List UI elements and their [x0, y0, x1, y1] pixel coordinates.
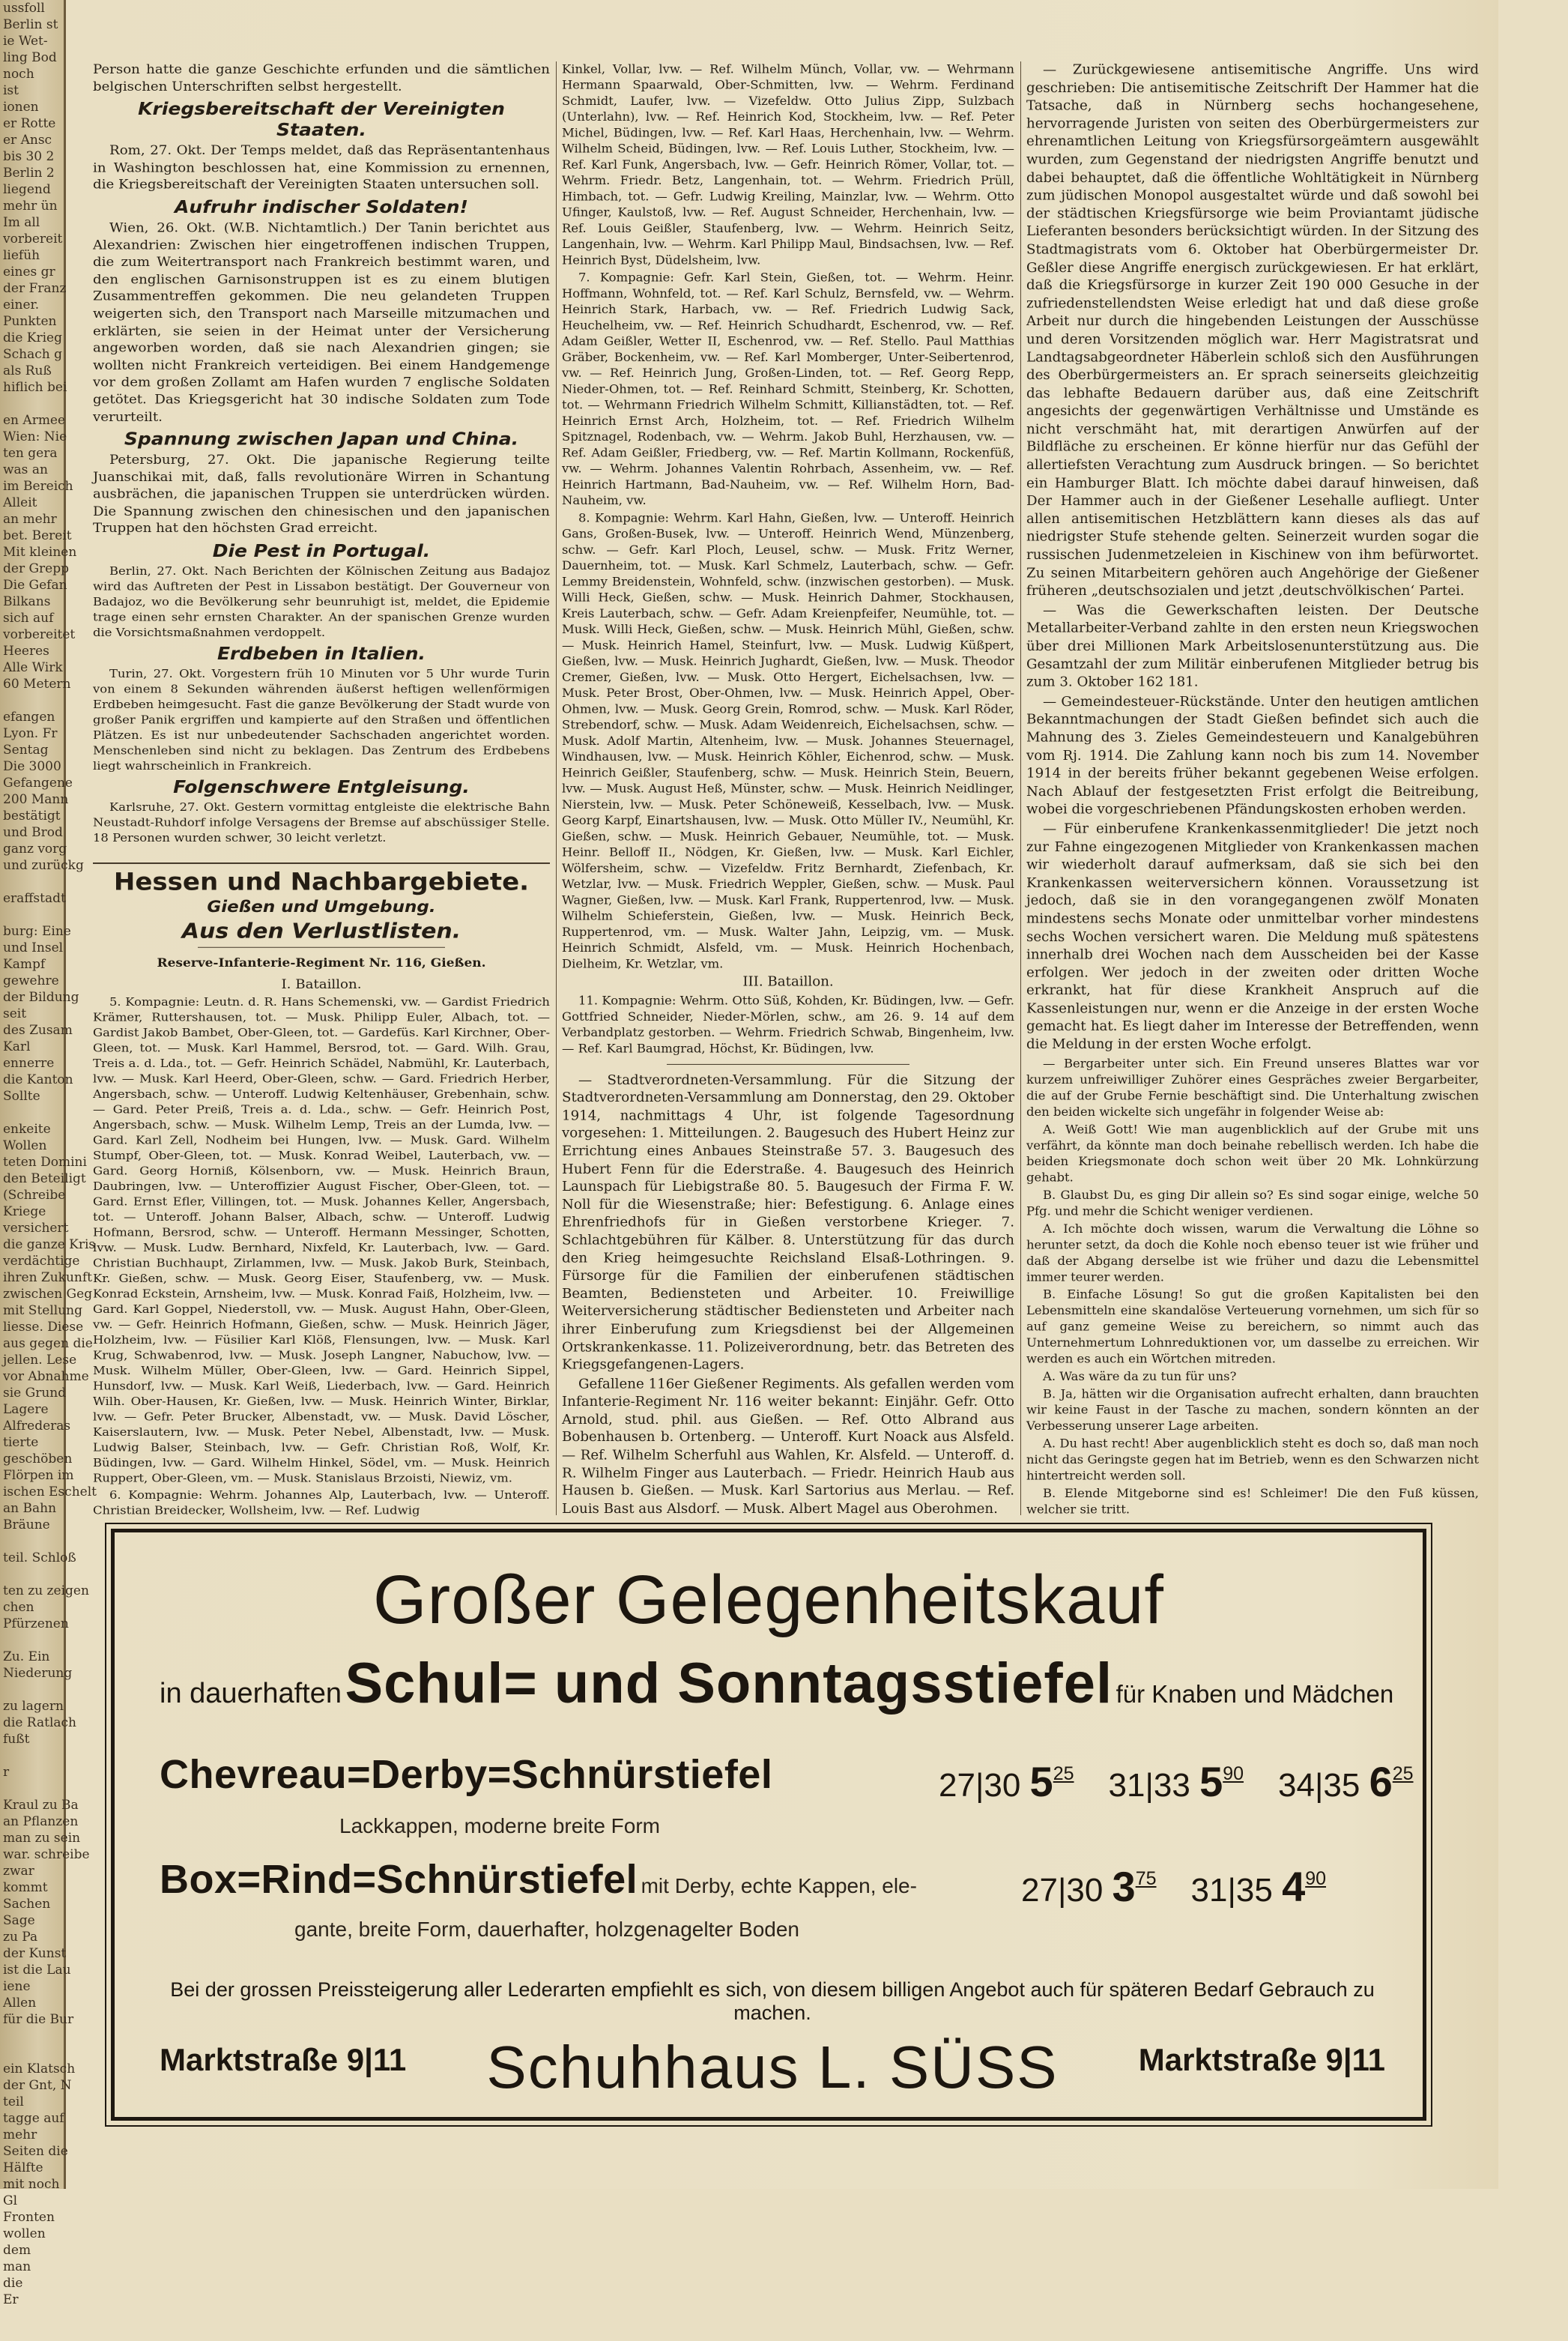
binding-fragment: Bilkans — [3, 594, 51, 609]
binding-fragment — [0, 1533, 60, 1550]
binding-fragment: Im all — [3, 215, 40, 230]
price-tag — [1278, 1758, 1414, 1805]
price-tag — [1108, 1758, 1244, 1805]
binding-fragment: Gl — [3, 2193, 18, 2208]
headline-kriegsbereitschaft: Kriegsbereitschaft der Vereinigten Staaten. — [138, 98, 505, 140]
binding-fragment: tagge auf — [3, 2111, 64, 2126]
casualty-list-continued: Kinkel, Vollar, lvw. — Ref. Wilhelm Münch, Vollar, vw. — Wehrmann Hermann Spaarwald, Ober-Schmitten, lvw. — Wehrm. Ferdinand Schmidt, Laufer, lvw. — Vizefeldw. Otto Julius Zipp, Sulzbach (Unterlahn), lvw. — Ref. Heinrich Kod, Stockheim, lvw. — Ref. Peter Michel, Büdingen, lvw. — Ref. Karl Haas, Herchenhain, lvw. — Wehrm. Wilhelm Scheid, Büdingen, lvw. — Ref. Louis Luther, Stockheim, lvw. — Ref. Karl Funk, Angersbach, lvw. — Gefr. Heinrich Römer, Vollar, tot. — Wehrm. Friedr. Betz, Langenhain, tot. — Wehrm. Friedrich Prüll, Himbach, tot. — Gefr. Ludwig Kreiling, Mainzlar, lvw. — Wehrm. Otto Ufinger, Kaulstoß, lvw. — Ref. August Schneider, Herchenhain, lvw. — Ref. Louis Geißler, Staufenberg, lvw. — Wehrm. Heinrich Seitz, Langenhain, lvw. — Wehrm. Karl Philipp Maul, Bindsachsen, lvw. — Ref. Heinrich Byst, Düdelsheim, lvw. — [562, 61, 1014, 268]
binding-fragment — [0, 2308, 60, 2325]
intro-text: Person hatte die ganze Geschichte erfunden und die sämtlichen belgischen Unterschriften selbst hergestellt. — [93, 61, 550, 94]
regiment-heading: Reserve-Infanterie-Regiment Nr. 116, Gießen. — [157, 956, 486, 970]
binding-fragment: des Zusam — [3, 1023, 73, 1038]
price-main: 3 — [1112, 1863, 1136, 1910]
binding-fragment: Gefangene — [3, 776, 73, 791]
binding-fragment — [0, 2044, 60, 2061]
binding-fragment: Schach g — [3, 347, 63, 362]
binding-fragment: im Bereich — [3, 479, 73, 494]
binding-fragment: aus gegen die — [3, 1336, 93, 1351]
address-left: Marktstraße 9|11 — [160, 2042, 407, 2077]
binding-fragment — [0, 1566, 60, 1583]
dialog-line: A. Du hast recht! Aber augenblicklich steht es doch so, daß man noch nicht das Geringste gegen hat im Betrieb, wenn es den Schwarzen nicht hintertreicht werden soll. — [1026, 1436, 1479, 1483]
binding-fragment: vorbereitet — [3, 627, 76, 642]
headline-verlustlisten: Aus den Verlustlisten. — [181, 919, 461, 943]
binding-fragment: fußt — [3, 1732, 30, 1747]
binding-fragment — [0, 1682, 60, 1698]
binding-fragment: Er — [3, 2292, 19, 2307]
casualty-list-5th-company: 5. Kompagnie: Leutn. d. R. Hans Schemenski, vw. — Gardist Friedrich Krämer, Ruttershausen, tot. — Musk. Philipp Euler, Albach, tot. — Gardist Jakob Bambet, Ober-Gleen, tot. — Gardefüs. Karl Kirchner, Ober-Gleen, tot. — Musk. Karl Hammel, Bersrod, tot. — Gard. Wilh. Grau, Treis a. d. Lda., tot. — Gefr. Heinrich Schädel, Nabmühl, Kr. Lauterbach, lvw. — Musk. Karl Heerd, Ober-Gleen, schw. — Gard. Friedrich Herber, Angersbach, schw. — Unteroff. Ludwig Keltenhäuser, Grebenhain, schw. — Gard. Peter Preiß, Treis a. d. Lda., schw. — Gefr. Heinrich Post, Angersbach, schw. — Musk. Wilhelm Lemp, Treis an der Lumda, lvw. — Gard. Karl Zell, Nodheim bei Hungen, lvw. — Musk. Gard. Wilhelm Stumpf, Ober-Gleen, tot. — Musk. Konrad Weibel, Lauterbach, vw. — Gard. Georg Horniß, Kölsenborn, vw. — Musk. Heinrich Braun, Daubringen, lvw. — Unteroffizier August Fischer, Ober-Gleen, tot. — Gard. Ernst Efler, Villingen, tot. — Musk. Johannes Keller, Angersbach, tot. — Unteroff. Johann Balser, Albach, schw. — Unteroff. Ludwig Hofmann, Bersrod, schw. — Unteroff. Hermann Messinger, Schotten, lvw. — Musk. Ludw. Bernhard, Nixfeld, Kr. Lauterbach, lvw. — Gard. Christian Buchhaupt, Zirlammen, lvw. — Musk. Jakob Burk, Steinbach, Kr. Gießen, schw. — Musk. Georg Eiser, Staufenberg, vw. — Musk. Konrad Eckstein, Arnsheim, lvw. — Musk. Konrad Faiß, Holzheim, lvw. — Gard. Karl Goppel, Niederstoll, vw. — Musk. August Hahn, Ober-Gleen, vw. — Gefr. Heinrich Hofmann, Gießen, schw. — Musk. Heinrich Jäger, Holzheim, lvw. — Füsilier Karl Klöß, Flensungen, lvw. — Musk. Karl Krug, Schwabenrod, lvw. — Musk. Joseph Langner, Nabuchow, lvw. — Musk. Wilhelm Müller, Ober-Gleen, lvw. — Gard. Heinrich Sippel, Hunsdorf, lvw. — Musk. Karl Weiß, Liederbach, lvw. — Gard. Heinrich Wilh. Ober-Hausen, Kr. Gießen, lvw. — Musk. Heinrich Winter, Birklar, lvw. — Gefr. Peter Brucker, Albenstadt, vw. — Musk. David Löscher, Kaiserslautern, lvw. — Musk. Peter Nebel, Albenstadt, lvw. — Musk. Ludwig Balser, Steinbach, lvw. — Gefr. Christian Roß, Wolf, Kr. Büdingen, lvw. — Gard. Wilhelm Hinkel, Södel, vm. — Musk. Heinrich Ruppert, Ober-Gleen, vm. — Musk. Stanislaus Brzoisti, Niewiz, vm. — [93, 995, 550, 1485]
headline-spannung: Spannung zwischen Japan und China. — [124, 429, 519, 450]
binding-fragment: 200 Mann — [3, 792, 69, 807]
binding-fragment: gewehre — [3, 973, 59, 988]
price-main: 5 — [1199, 1758, 1223, 1805]
dialog-line: B. Glaubst Du, es ging Dir allein so? Es sind sogar einige, welche 50 Pfg. und mehr die Schicht weniger verdienen. — [1026, 1188, 1479, 1218]
binding-fragment: geschöben — [3, 1452, 73, 1466]
price-tag — [1021, 1863, 1157, 1910]
binding-fragment: ist — [3, 83, 19, 98]
binding-fragment: vorbereit — [3, 232, 63, 247]
binding-fragment: Pfürzenen — [3, 1616, 69, 1631]
binding-fragment: Kampf — [3, 957, 46, 972]
price-tag — [1190, 1863, 1327, 1910]
binding-fragment: teil. Schloß — [3, 1550, 76, 1565]
binding-fragment: Lyon. Fr — [3, 726, 58, 741]
binding-fragment: Sage — [3, 1913, 35, 1928]
binding-fragment — [0, 1632, 60, 1649]
binding-fragment: Flörpen im — [3, 1468, 74, 1483]
binding-fragment: eraffstadt — [3, 891, 66, 906]
binding-fragment — [0, 396, 60, 412]
binding-fragment: ischen Eschelt — [3, 1484, 97, 1499]
headline-aufruhr: Aufruhr indischer Soldaten! — [175, 196, 468, 217]
dialog-line: B. Einfache Lösung! So gut die großen Kapitalisten bei den Lebensmitteln eine skandalöse Verteuerung vornehmen, um sich für so auf ganz gemeine Weise zu bereichern, so nimmt auch das Unternehmertum Lohnreduktionen vor, um dasselbe zu erreichen. Wir werden es auch ein Wörtchen mitreden. — [1026, 1287, 1479, 1366]
binding-fragment: an Pflanzen — [3, 1814, 79, 1829]
binding-fragment: kommt — [3, 1880, 48, 1895]
binding-fragment — [0, 1105, 60, 1121]
article-pest: Berlin, 27. Okt. Nach Berichten der Kölnischen Zeitung aus Badajoz wird das Auftreten der Pest in Lissabon bestätigt. Der Gouverneur von Badajoz, wo die Bevölkerung sehr beunruhigt ist, meldet, die Epidemie trage einen sehr ernsten Charakter. An der spanischen Grenze wurden die Vorsichtsmaßnahmen verdoppelt. — [93, 564, 550, 639]
binding-fragment: iene — [3, 1979, 31, 1994]
binding-fragment: an Bahn — [3, 1501, 57, 1516]
dialog-line: A. Ich möchte doch wissen, warum die Verwaltung die Löhne so herunter setzt, da doch die Kohle noch ebenso teuer ist wie früher und daß der Abgang derselbe ist wie früher und dazu die Lebensmittel immer teurer werden. — [1026, 1221, 1479, 1284]
binding-fragment — [0, 1780, 60, 1797]
binding-fragment: enkeite — [3, 1122, 51, 1137]
price-size: 31|35 — [1190, 1872, 1283, 1909]
binding-fragment: tierte — [3, 1435, 39, 1450]
binding-fragment: und Brod — [3, 825, 63, 840]
column-3 — [1026, 61, 1479, 1519]
binding-fragment: versichert — [3, 1221, 69, 1236]
binding-fragment — [0, 692, 60, 709]
column-2 — [562, 61, 1014, 1520]
divider — [198, 947, 445, 948]
binding-fragment: vor Abnahme — [3, 1369, 89, 1384]
binding-fragment: mehr — [3, 2127, 37, 2142]
article-gefallene: Gefallene 116er Gießener Regiments. Als gefallen werden vom Infanterie-Regiment Nr. 116 weiter bekannt: Einjähr. Gefr. Otto Arnold, stud. phil. aus Gießen. — Ref. Otto Albrand aus Bobenhausen b. Ortenberg. — Unteroff. Kurt Noack aus Alsfeld. — Ref. Wilhelm Scherfuhl aus Wahlen, Kr. Alsfeld. — Unteroff. d. R. Wilhelm Finger aus Lauterbach. — Friedr. Heinrich Haub aus Hausen b. Gießen. — Musk. Karl Sartorius aus Merlau. — Ref. Louis Bast aus Alsdorf. — Musk. Albert Magel aus Oberohmen. — [562, 1376, 1014, 1517]
binding-fragment: mit Stellung — [3, 1303, 82, 1318]
binding-fragment: ennerre — [3, 1056, 55, 1071]
binding-fragment: er Ansc — [3, 133, 52, 148]
ad-suffix: für Knaben und Mädchen — [1116, 1680, 1394, 1708]
binding-fragment: ie Wet- — [3, 34, 48, 49]
binding-fragment — [0, 907, 60, 923]
column-1 — [93, 61, 550, 1520]
binding-fragment: ling Bod — [3, 50, 57, 65]
binding-fragment: verdächtige — [3, 1254, 80, 1269]
product-2-prices — [1021, 1862, 1418, 1911]
article-antisemitische-angriffe: — Zurückgewiesene antisemitische Angriffe. Uns wird geschrieben: Die antisemitische Zeitschrift Der Hammer hat die Tatsache, daß in Nürnberg sechs hochangesehene, hervorragende Juristen von seiten des Oberbürgermeisters zur ehrenamtlichen Leitung von Kriegsfürsorgeämtern ausgewählt wurden, zum Gegenstand der niedrigsten Angriffe benutzt und dabei behauptet, daß die öffentliche Wohltätigkeit in Nürnberg zum jüdischen Monopol ausgestaltet würde und daß sowohl bei der städtischen Kriegsfürsorge wie beim Proviantamt jüdische Lieferanten besonders berücksichtigt würden. In der Sitzung des Stadtmagistrats vom 6. Oktober hat Oberbürgermeister Dr. Geßler diese Angriffe energisch zurückgewiesen. Er hat erklärt, daß die Kriegsfürsorge in kurzer Zeit 190 000 Gesuche in der zufriedenstellendsten Weise erledigt hat und daß diese große Arbeit nur durch die hingebenden Leistungen der Ausschüsse und deren Vorsitzenden möglich war. Herr Magistratsrat und Landtagsabgeordneter Häberlein schloß sich den Ausführungen des Oberbürgermeisters an. Er sprach seinerseits gleichzeitig das lebhafte Bedauern darüber aus, daß eine Zeitschrift angesichts der gegenwärtigen Verhältnisse und Umstände es nicht verschmäht hat, mit derartigen Anwürfen auf der Bildfläche zu erscheinen. Er könne hierfür nur das Gefühl der allertiefsten Verachtung zum Ausdruck bringen. — So berichtet ein Hamburger Blatt. Ich möchte dabei darauf hinweisen, daß Der Hammer auch in der Gießener Lesehalle aufliegt. Unter allen antisemitischen Hetzblättern kann dieses als das auf niedrigster Stufe stehende gelten. Seinerzeit wurden sogar die russischen Judenmetzeleien in Kischinew von ihm befürwortet. Zu seinen Mitarbeitern gehören auch Angehörige der Gießener früheren „deutschsozialen und jetzt ‚deutschvölkischen‘ Partei. — [1026, 61, 1479, 599]
dialog-line: A. Was wäre da zu tun für uns? — [1043, 1368, 1237, 1383]
price-size: 31|33 — [1108, 1767, 1200, 1804]
binding-fragment: Mit kleinen — [3, 545, 77, 560]
shoe-advertisement — [111, 1529, 1426, 2121]
price-cents: 25 — [1392, 1763, 1414, 1784]
binding-fragment: und Insel — [3, 940, 64, 955]
binding-fragment: teten Domini — [3, 1155, 87, 1170]
binding-fragment: Lagere — [3, 1402, 49, 1417]
product-2-description-1: mit Derby, echte Kappen, ele- — [641, 1874, 917, 1897]
binding-fragment: Heeres — [3, 644, 49, 659]
article-kriegsbereitschaft: Rom, 27. Okt. Der Temps meldet, daß das Repräsentantenhaus in Washington beschlossen hat, eine Kommission zu ernennen, die Kriegsbereitschaft der Vereinigten Staaten untersuchen soll. — [93, 143, 550, 193]
binding-fragment: Fronten — [3, 2210, 55, 2225]
price-size: 27|30 — [939, 1767, 1030, 1804]
casualty-list-8th-company: 8. Kompagnie: Wehrm. Karl Hahn, Gießen, lvw. — Unteroff. Heinrich Gans, Großen-Busek, lvw. — Unteroff. Heinrich Wend, Münzenberg, schw. — Gefr. Karl Ploch, Leusel, schw. — Musk. Fritz Werner, Dauernheim, tot. — Musk. Karl Schmelz, Lauterbach, schw. — Gefr. Lemmy Breidenstein, Wohnfeld, schw. (inzwischen gestorben). — Musk. Willi Heck, Gießen, schw. — Musk. Heinrich Dahmer, Stockhausen, Kreis Lauterbach, schw. — Gefr. Adam Kreienpfeifer, Neumühle, tot. — Musk. Willi Heck, Gießen, schw. — Musk. Heinrich Mühl, Gießen, schw. — Musk. Heinrich Hamel, Steinfurt, lvw. — Musk. Ludwig Küßpert, Gießen, lvw. — Musk. Heinrich Jughardt, Gießen, lvw. — Musk. Theodor Cremer, Gießen, lvw. — Musk. Otto Hergert, Eichelsachsen, lvw. — Musk. Peter Brost, Ober-Ohmen, lvw. — Musk. Heinrich Appel, Ober-Ohmen, lvw. — Musk. Georg Grein, Romrod, schw. — Musk. Karl Röder, Strebendorf, schw. — Musk. Adam Weidenreich, Eichelsachsen, schw. — Musk. Adolf Martin, Altenheim, lvw. — Musk. Johannes Steuernagel, Windhausen, lvw. — Musk. Heinrich Köhler, Eichenrod, schw. — Musk. Heinrich Geißler, Staufenberg, schw. — Musk. Heinrich Stein, Beuern, lvw. — Musk. August Heß, Münster, schw. — Musk. Heinrich Neidlinger, Nierstein, lvw. — Musk. Peter Schöneweiß, Kesselbach, lvw. — Musk. Georg Karpf, Einartshausen, lvw. — Musk. Otto Müller IV., Neumühl, Kr. Gießen, schw. — Musk. Heinrich Gebauer, Neumühle, tot. — Musk. Heinr. Belloff II., Nödgen, Kr. Gießen, lvw. — Musk. Karl Eichler, Wölfersheim, schw. — Vizefeldw. Fritz Bernhardt, Ziefenbach, Kr. Wetzlar, lvw. — Musk. Friedrich Weppler, Gießen, schw. — Musk. Paul Wagner, Gießen, lvw. — Musk. Karl Frank, Ruppertenrod, lvw. — Musk. Wilhelm Schieferstein, Gießen, lvw. — Musk. Heinrich Beck, Ruppertenrod, vm. — Musk. Walter Jahn, Leipzig, vm. — Musk. Heinrich Schmidt, Alsfeld, vm. — Musk. Heinrich Hochenbach, Dielheim, Kr. Wetzlar, vm. — [562, 510, 1014, 971]
binding-fragment: hiflich bei — [3, 380, 67, 395]
binding-fragment: Alle Wirk — [3, 660, 63, 675]
product-2-description-2: gante, breite Form, dauerhafter, holzgenagelter Boden — [294, 1918, 799, 1941]
binding-fragment: ganz vorg — [3, 842, 67, 857]
binding-fragment: der Grepp — [3, 561, 70, 576]
binding-fragment: dem — [3, 2243, 31, 2258]
binding-fragment: ihren Zukunft — [3, 1270, 93, 1285]
binding-fragment: jellen. Lese — [3, 1353, 77, 1368]
binding-fragment: Kraul zu Ba — [3, 1798, 79, 1813]
casualty-list-11th-company: 11. Kompagnie: Wehrm. Otto Süß, Kohden, Kr. Büdingen, lvw. — Gefr. Gottfried Schneider, Nieder-Mörlen, schw., am 26. 9. 14 auf dem Verbandplatz gestorben. — Wehrm. Friedrich Schwab, Bingenheim, lvw. — Ref. Karl Baumgrad, Höchst, Kr. Büdingen, lvw. — [562, 993, 1014, 1055]
price-cents: 25 — [1053, 1763, 1074, 1784]
ad-note: Bei der grossen Preissteigerung aller Lederarten empfiehlt es sich, von diesem billigen Angebot auch für späteren Bedarf Gebrauch zu machen. — [170, 1978, 1375, 2024]
binding-fragment: Punkten — [3, 314, 57, 329]
product-2-name: Box=Rind=Schnürstiefel — [160, 1857, 638, 1902]
binding-fragment: die ganze Kris — [3, 1237, 96, 1252]
binding-fragment: Zu. Ein — [3, 1649, 50, 1664]
casualty-list-7th-company: 7. Kompagnie: Gefr. Karl Stein, Gießen, tot. — Wehrm. Heinr. Hoffmann, Wohnfeld, tot. — Ref. Karl Schulz, Bernsfeld, vw. — Wehrm. Heinrich Stark, Harbach, vw. — Ref. Friedrich Ludwig Sack, Heuchelheim, vw. — Ref. Heinrich Schudhardt, Eschenrod, vw. — Ref. Adam Geißler, Wetter II, Eschenrod, vw. — Ref. Stello. Paul Matthias Gräber, Bockenheim, vw. — Ref. Karl Momberger, Unter-Seibertenrod, vw. — Ref. Heinrich Jung, Großen-Linden, tot. — Ref. Georg Repp, Nieder-Ohmen, tot. — Ref. Reinhard Schmitt, Steinberg, Kr. Schotten, tot. — Wehrmann Friedrich Wilhelm Schmitt, Killianstädten, tot. — Ref. Heinrich Ernst Arch, Holzheim, tot. — Ref. Friedrich Wilhelm Spitznagel, Rodenbach, vw. — Wehrm. Jakob Buhl, Herzhausen, vw. — Ref. Adam Geißler, Friedberg, vw. — Ref. Martin Kollmann, Rockenfüß, vw. — Wehrm. Johannes Valentin Rohrbach, Assenheim, vw. — Ref. Heinrich Hartmann, Bad-Nauheim, vw. — Ref. Wilhelm Horn, Bad-Nauheim, vw. — [562, 271, 1014, 508]
binding-fragment: was an — [3, 462, 48, 477]
binding-fragment: Alfrederas — [3, 1419, 71, 1434]
binding-fragment: ten gera — [3, 446, 58, 461]
section-title-hessen: Hessen und Nachbargebiete. — [93, 863, 550, 896]
binding-fragment: Wien: Nie — [3, 429, 67, 444]
binding-fragment: man — [3, 2259, 31, 2274]
binding-fragment: ein Klatsch — [3, 2061, 76, 2076]
price-main: 6 — [1369, 1758, 1393, 1805]
binding-fragment: burg: Eine — [3, 924, 71, 939]
binding-fragment: teil — [3, 2094, 24, 2109]
binding-fragment: liegend — [3, 182, 51, 197]
price-tag — [939, 1758, 1074, 1805]
article-erdbeben: Turin, 27. Okt. Vorgestern früh 10 Minuten vor 5 Uhr wurde Turin von einem 8 Sekunden währenden äußerst heftigen wellenförmigen Erdbeben heimgesucht. Fast die ganze Bevölkerung der Stadt wurde von großer Panik ergriffen und kampierte auf den Straßen und öffentlichen Plätzen. Es ist nur unbedeutender Sachschaden angerichtet worden. Menschenleben sind nicht zu beklagen. Das Zentrum des Erdbebens liegt wahrscheinlich in Frankreich. — [93, 667, 550, 773]
binding-fragment: Die Gefan — [3, 578, 67, 593]
binding-fragment: sich auf — [3, 611, 54, 626]
bergarbeiter-dialog — [1026, 1121, 1479, 1517]
binding-fragment: chen — [3, 1600, 34, 1615]
binding-fragment: die Krieg — [3, 330, 62, 345]
binding-fragment: der Gnt, N — [3, 2078, 72, 2093]
binding-fragment: Berlin st — [3, 17, 58, 32]
dialog-line: B. Elende Mitgeborne sind es! Schleimer! Die den Fuß küssen, welcher sie tritt. — [1026, 1485, 1479, 1516]
binding-fragment: die Ratlach — [3, 1715, 76, 1730]
article-stadtverordneten: — Stadtverordneten-Versammlung. Für die Sitzung der Stadtverordneten-Versammlung am Donnerstag, den 29. Oktober 1914, nachmittags 4 Uhr, ist folgende Tagesordnung vorgesehen: 1. Mitteilungen. 2. Baugesuch des Hubert Heinz zur Errichtung eines Anbaues Steinstraße 57. 3. Baugesuch des Hubert Fenn für die Ederstraße. 4. Baugesuch des Heinrich Launspach für Liebigstraße 80. 5. Baugesuch der Firma F. W. Noll für die Wiesenstraße; hier: Befestigung. 6. Anlage eines Ehrenfriedhofs für in Gießen verstorbene Krieger. 7. Schlachtgebühren für Kälber. 8. Unterstützung für das durch den Krieg heimgesuchte Reichsland Elsaß-Lothringen. 9. Fürsorge für die Familien der einberufenen städtischen Beamten, Bediensteten und Arbeiter. 10. Freiwillige Weiterversicherung städtischer Bediensteten und Arbeiter nach ihrer Einberufung zum Kriegsdienst bei der Allgemeinen Ortskrankenkasse. 11. Polizeiverordnung, betr. das Betreten des Kriegsgefangenen-Lagers. — [562, 1072, 1014, 1373]
binding-fragment: Hälfte — [3, 2160, 43, 2175]
binding-fragment: Sachen — [3, 1897, 51, 1912]
binding-fragment: ten zu zeigen — [3, 1583, 89, 1598]
price-cents: 75 — [1135, 1868, 1157, 1889]
ad-title: Großer Gelegenheitskauf — [373, 1562, 1164, 1638]
binding-fragment: die Kanton — [3, 1072, 73, 1087]
divider — [667, 1064, 909, 1065]
binding-fragment: als Ruß — [3, 363, 52, 378]
binding-fragment: Sentag — [3, 743, 49, 758]
binding-fragment: zu lagern — [3, 1699, 64, 1714]
headline-entgleisung: Folgenschwere Entgleisung. — [173, 776, 470, 797]
dialog-line: A. Weiß Gott! Wie man augenblicklich auf der Grube mit uns verfährt, da könnte man doch beinahe rebellisch werden. Ich habe die beiden Kriegsmonate doch schon weit über 20 Mk. Lohnkürzung gehabt. — [1026, 1122, 1479, 1185]
shop-name: Schuhhaus L. SÜSS — [486, 2034, 1059, 2100]
binding-fragment: einer. — [3, 297, 40, 312]
binding-fragment: an mehr — [3, 512, 57, 527]
binding-fragment: noch — [3, 67, 34, 82]
dialog-line: B. Ja, hätten wir die Organisation aufrecht erhalten, dann brauchten wir keine Faust in der Tasche zu machen, sondern könnten an der Verbesserung unserer Lage arbeiten. — [1026, 1386, 1479, 1433]
binding-fragment: sie Grund — [3, 1386, 67, 1401]
binding-fragment: r — [3, 1765, 10, 1780]
binding-fragment: mehr ün — [3, 199, 58, 214]
binding-fragment: bet. Bereit — [3, 528, 72, 543]
article-gewerkschaften: — Was die Gewerkschaften leisten. Der Deutsche Metallarbeiter-Verband zahlte in den ersten neun Kriegswochen über drei Millionen Mark Arbeitslosenunterstützung aus. Die Gesamtzahl der zum Militär einberufenen Mitglieder betrug bis zum 3. Oktober 162 181. — [1026, 602, 1479, 690]
ad-headline-row — [160, 1651, 1394, 1716]
binding-fragment: zwischen Geg — [3, 1287, 93, 1302]
headline-pest: Die Pest in Portugal. — [212, 540, 431, 561]
price-cents: 90 — [1305, 1868, 1327, 1889]
price-size: 27|30 — [1021, 1872, 1113, 1909]
binding-fragment: Sollte — [3, 1089, 40, 1104]
binding-fragment: Bräune — [3, 1517, 50, 1532]
binding-fragment: zu Pa — [3, 1930, 38, 1945]
binding-fragment: seit — [3, 1006, 27, 1021]
binding-fragment — [0, 2028, 60, 2044]
binding-fragment: ionen — [3, 100, 39, 115]
price-size: 34|35 — [1278, 1767, 1369, 1804]
binding-fragment: Kriege — [3, 1204, 46, 1219]
column-rule-1 — [556, 61, 557, 1515]
ad-headline: Schul= und Sonntagsstiefel — [345, 1652, 1113, 1715]
binding-fragment: Berlin 2 — [3, 166, 55, 181]
ad-prefix: in dauerhaften — [160, 1678, 342, 1709]
price-main: 5 — [1029, 1758, 1053, 1805]
article-aufruhr: Wien, 26. Okt. (W.B. Nichtamtlich.) Der Tanin berichtet aus Alexandrien: Zwischen hier eingetroffenen indischen Truppen, die zum Weitertransport nach Frankreich bestimmt waren, und den englischen Garnisonstruppen ist es zu einem blutigen Zusammentreffen gekommen. Die neu gelandeten Truppen weigerten sich, den Transport nach Marseille mitzumachen und erklärten, sie seien in der Heimat unter der Versicherung angeworben worden, daß sie nach Alexandrien gingen; sie wollten nicht Frankreich verteidigen. Bei einem Handgemenge vor dem großen Zollamt am Hafen wurden 7 englische Soldaten getötet. Das Kriegsgericht hat 30 indische Soldaten zum Tode verurteilt. — [93, 220, 550, 425]
binding-fragment: Karl — [3, 1039, 31, 1054]
binding-fragment: der Bildung — [3, 990, 79, 1005]
binding-fragment: wollen — [3, 2226, 46, 2241]
product-1-prices — [939, 1757, 1418, 1806]
article-bergarbeiter: — Bergarbeiter unter sich. Ein Freund unseres Blattes war vor kurzem unfreiwilliger Zuhörer eines Gespräches zweier Bergarbeiter, die auf der Grube Fernie beschäftigt sind. Die Unterhaltung zwischen den beiden wickelte sich ungefähr in folgender Weise ab: — [1026, 1056, 1479, 1119]
binding-fragment: den Beteiligt — [3, 1171, 86, 1186]
binding-fragment: die — [3, 2276, 23, 2291]
battalion-heading: I. Bataillon. — [281, 976, 362, 992]
binding-fragment: Alleit — [3, 495, 37, 510]
binding-fragment: ussfoll — [3, 1, 45, 16]
binding-fragment: bis 30 2 — [3, 149, 55, 164]
binding-fragment: Niederung — [3, 1666, 73, 1681]
address-right: Marktstraße 9|11 — [1138, 2042, 1385, 2077]
binding-fragment: für die Bur — [3, 2012, 74, 2027]
binding-fragment: Wollen — [3, 1138, 47, 1153]
binding-fragment: der Kunst — [3, 1946, 67, 1961]
binding-fragment: bestätigt — [3, 809, 61, 824]
binding-fragment: liefüh — [3, 248, 40, 263]
binding-fragment: Die 3000 — [3, 759, 61, 774]
binding-fragment: er Rotte — [3, 116, 56, 131]
binding-fragment: 60 Metern — [3, 677, 71, 692]
binding-fragment: efangen — [3, 710, 55, 725]
article-entgleisung: Karlsruhe, 27. Okt. Gestern vormittag entgleiste die elektrische Bahn Neustadt-Ruhdorf infolge Versagens der Bremse auf abschüssiger Stelle. 18 Personen wurden schwer, 30 leicht verletzt. — [93, 800, 550, 845]
price-cents: 90 — [1223, 1763, 1244, 1784]
binding-fragment: mit noch — [3, 2177, 60, 2192]
binding-fragment: ist die Lau — [3, 1963, 71, 1978]
article-krankenkassen: — Für einberufene Krankenkassenmitglieder! Die jetzt noch zur Fahne eingezogenen Mitglieder von Krankenkassen machen wir wiederholt darauf aufmerksam, daß sie sich bei den Krankenkassen weiterversichern können. Voraussetzung ist jedoch, daß sie in den vorangegangenen zwölf Monaten mindestens sechs Monate oder unmittelbar vorher mindestens sechs Wochen versichert waren. Die Meldung muß spätestens innerhalb drei Wochen nach dem Ausscheiden bei der Kasse erfolgen. Wer jedoch in der zweiten oder dritten Woche erkrankt, hat für diese Krankheit Anspruch auf die Kassenleistungen nur, wenn er die Anzeige in der ersten Woche gemacht hat. Es liegt daher im Interesse der Betreffenden, wenn die Meldung in der ersten Woche erfolgt. — [1026, 821, 1479, 1053]
battalion-heading-3: III. Bataillon. — [742, 974, 834, 990]
price-main: 4 — [1282, 1863, 1306, 1910]
binding-fragment — [0, 1748, 60, 1764]
product-1-name: Chevreau=Derby=Schnürstiefel — [160, 1752, 773, 1797]
binding-fragment: eines gr — [3, 265, 55, 280]
binding-fragment: und zurückg — [3, 858, 84, 873]
headline-erdbeben: Erdbeben in Italien. — [217, 643, 426, 664]
article-gemeindesteuer: — Gemeindesteuer-Rückstände. Unter den heutigen amtlichen Bekanntmachungen der Stadt Gießen befindet sich auch die Mahnung des 3. Zieles Gemeindesteuern und Kanalgebühren vom Rj. 1914. Die Zahlung kann noch bis zum 14. November 1914 in der bereits früher bekannt gegebenen Weise erfolgen. Nach Ablauf der festgesetzten Frist erfolgt die Beitreibung, wobei die vorgeschriebenen Pfändungskosten erhoben werden. — [1026, 694, 1479, 818]
casualty-list-6th-company: 6. Kompagnie: Wehrm. Johannes Alp, Lauterbach, lvw. — Unteroff. Christian Breidecker, Wollsheim, lvw. — Ref. Ludwig — [93, 1488, 550, 1517]
binding-fragment: en Armee — [3, 413, 66, 428]
adjacent-page-binding — [0, 0, 97, 2307]
section-subtitle-giessen: Gießen und Umgebung. — [207, 898, 436, 916]
binding-fragment: Allen — [3, 1996, 37, 2011]
binding-fragment — [0, 2325, 60, 2341]
binding-fragment: war. schreibe — [3, 1847, 90, 1862]
binding-fragment: liesse. Diese — [3, 1320, 84, 1335]
binding-fragment — [0, 874, 60, 890]
binding-fragment: Seiten die — [3, 2144, 68, 2159]
column-rule-2 — [1020, 61, 1021, 1515]
article-spannung: Petersburg, 27. Okt. Die japanische Regierung teilte Juanschikai mit, daß, falls revolutionäre Wirren in Schantung ausbrächen, die japanischen Truppen sie unterdrücken würden. Die Spannung zwischen den chinesischen und den japanischen Truppen hat den höchsten Grad erreicht. — [93, 453, 550, 537]
binding-fragment: (Schreibe — [3, 1188, 66, 1203]
binding-fragment: man zu sein — [3, 1831, 81, 1846]
product-1-description: Lackkappen, moderne breite Form — [339, 1814, 660, 1837]
binding-fragment: zwar — [3, 1864, 34, 1879]
binding-fragment: der Franz — [3, 281, 67, 296]
